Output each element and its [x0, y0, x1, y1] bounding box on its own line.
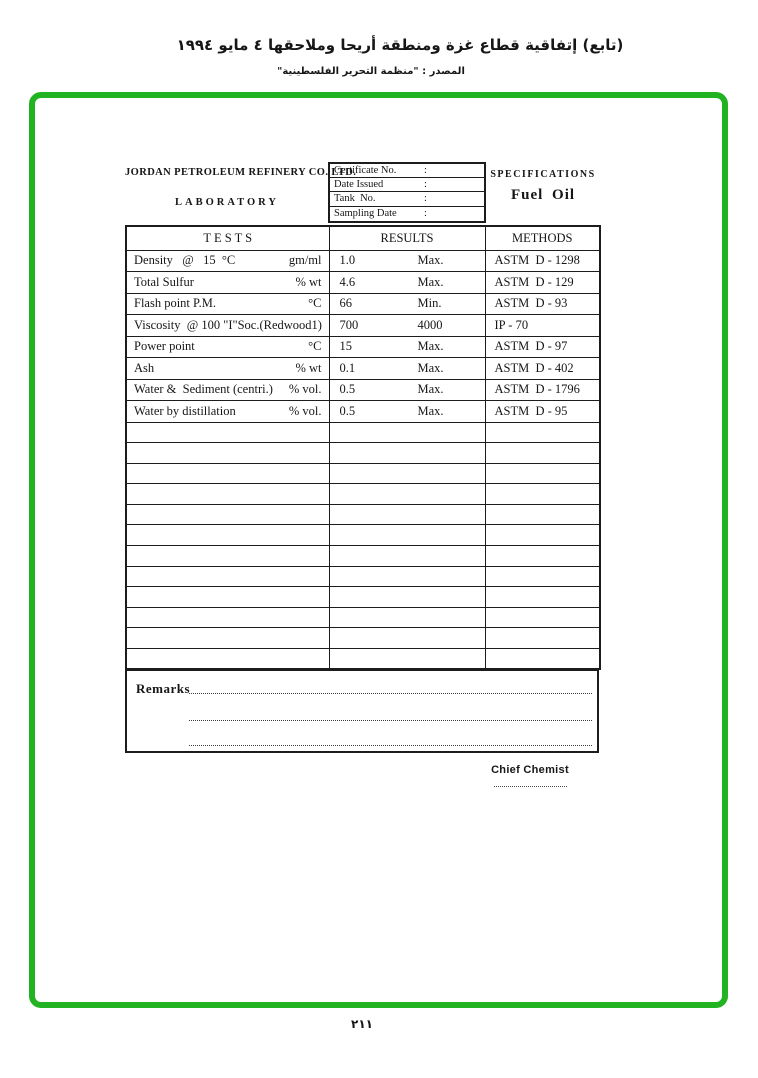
- remarks-label: Remarks: [136, 681, 191, 697]
- company-name: JORDAN PETROLEUM REFINERY CO. LTD.: [125, 167, 357, 178]
- signature-dotted-line: [494, 786, 567, 787]
- date-issued-field: [330, 178, 484, 192]
- result-value: 4.6: [339, 274, 356, 289]
- empty-row: [126, 607, 600, 628]
- col-header-tests: T E S T S: [126, 226, 329, 250]
- certificate-no-field: [330, 164, 484, 178]
- table-row-total-sulfur: [126, 272, 600, 294]
- tank-no-label: Tank No.: [334, 193, 376, 205]
- empty-row: [126, 422, 600, 443]
- test-name: Water by distillation: [134, 403, 236, 418]
- empty-row: [126, 484, 600, 505]
- result-limit: Max.: [417, 274, 444, 289]
- specifications-heading: SPECIFICATIONS: [490, 169, 596, 180]
- certificate-info-box: [328, 162, 486, 223]
- page-number: ٢١١: [351, 1017, 373, 1031]
- method: IP - 70: [494, 317, 529, 332]
- form-header: [125, 160, 599, 225]
- remarks-dotted-line: [189, 693, 592, 694]
- remarks-dotted-line: [189, 720, 592, 721]
- tests-table: [125, 225, 601, 670]
- test-name: Water & Sediment (centri.): [134, 382, 273, 397]
- remarks-box: [125, 669, 599, 753]
- result-limit: Max.: [417, 403, 444, 418]
- test-name: Viscosity @ 100 "I"Soc.(Redwood1): [134, 317, 322, 332]
- table-row-water-sediment: [126, 379, 600, 401]
- result-value: 15: [339, 339, 352, 354]
- result-limit: Max.: [417, 253, 444, 268]
- result-value: 700: [339, 317, 359, 332]
- sampling-date-label: Sampling Date: [334, 208, 397, 220]
- empty-row: [126, 649, 600, 670]
- result-limit: Max.: [417, 339, 444, 354]
- table-row-water-distillation: [126, 401, 600, 423]
- test-unit: °C: [308, 339, 322, 354]
- method: ASTM D - 1796: [494, 382, 580, 397]
- result-value: 0.5: [339, 403, 356, 418]
- source-line-arabic: المصدر : "منظمة التحرير الفلسطينية": [277, 66, 465, 77]
- test-unit: % vol.: [288, 382, 322, 397]
- empty-row: [126, 525, 600, 546]
- date-issued-label: Date Issued: [334, 179, 384, 191]
- result-value: 0.1: [339, 360, 356, 375]
- test-unit: % vol.: [288, 403, 322, 418]
- empty-row: [126, 504, 600, 525]
- remarks-dotted-line: [189, 745, 592, 746]
- result-limit: Max.: [417, 360, 444, 375]
- test-name: Power point: [134, 339, 195, 354]
- result-limit: Max.: [417, 382, 444, 397]
- empty-row: [126, 443, 600, 464]
- method: ASTM D - 95: [494, 403, 568, 418]
- method: ASTM D - 402: [494, 360, 574, 375]
- result-limit: 4000: [417, 317, 443, 332]
- method: ASTM D - 93: [494, 296, 568, 311]
- certificate-no-colon: :: [424, 165, 427, 177]
- tank-no-field: [330, 192, 484, 206]
- tank-no-colon: :: [424, 193, 427, 205]
- result-value: 66: [339, 296, 352, 311]
- result-limit: Min.: [417, 296, 442, 311]
- empty-row: [126, 566, 600, 587]
- empty-row: [126, 587, 600, 608]
- table-header-row: [126, 226, 600, 250]
- test-name: Flash point P.M.: [134, 296, 216, 311]
- result-value: 0.5: [339, 382, 356, 397]
- test-name: Density @ 15 °C: [134, 253, 236, 268]
- certificate-no-label: Certificate No.: [334, 165, 397, 177]
- empty-row: [126, 463, 600, 484]
- empty-row: [126, 546, 600, 567]
- test-unit: % wt: [295, 274, 322, 289]
- signature-label: Chief Chemist: [491, 764, 569, 776]
- date-issued-colon: :: [424, 179, 427, 191]
- method: ASTM D - 1298: [494, 253, 580, 268]
- sampling-date-field: [330, 207, 484, 221]
- page-title-arabic: (تابع) إتفاقية قطاع غزة ومنطقة أريحا وملاحقها ٤ مايو ١٩٩٤: [176, 36, 624, 54]
- sampling-date-colon: :: [424, 208, 427, 220]
- table-row-viscosity: [126, 315, 600, 337]
- test-name: Ash: [134, 360, 155, 375]
- test-unit: gm/ml: [288, 253, 322, 268]
- col-header-results: RESULTS: [329, 226, 485, 250]
- product-name: Fuel Oil: [510, 187, 576, 203]
- empty-row: [126, 628, 600, 649]
- test-unit: °C: [308, 296, 322, 311]
- test-unit: % wt: [295, 360, 322, 375]
- table-row-flash-point: [126, 293, 600, 315]
- department-name: LABORATORY: [175, 197, 279, 208]
- table-row-ash: [126, 358, 600, 380]
- test-name: Total Sulfur: [134, 274, 194, 289]
- table-row-power-point: [126, 336, 600, 358]
- table-row-density: [126, 250, 600, 272]
- col-header-methods: METHODS: [485, 226, 600, 250]
- lab-certificate-form: [125, 160, 599, 776]
- method: ASTM D - 97: [494, 339, 568, 354]
- result-value: 1.0: [339, 253, 356, 268]
- method: ASTM D - 129: [494, 274, 574, 289]
